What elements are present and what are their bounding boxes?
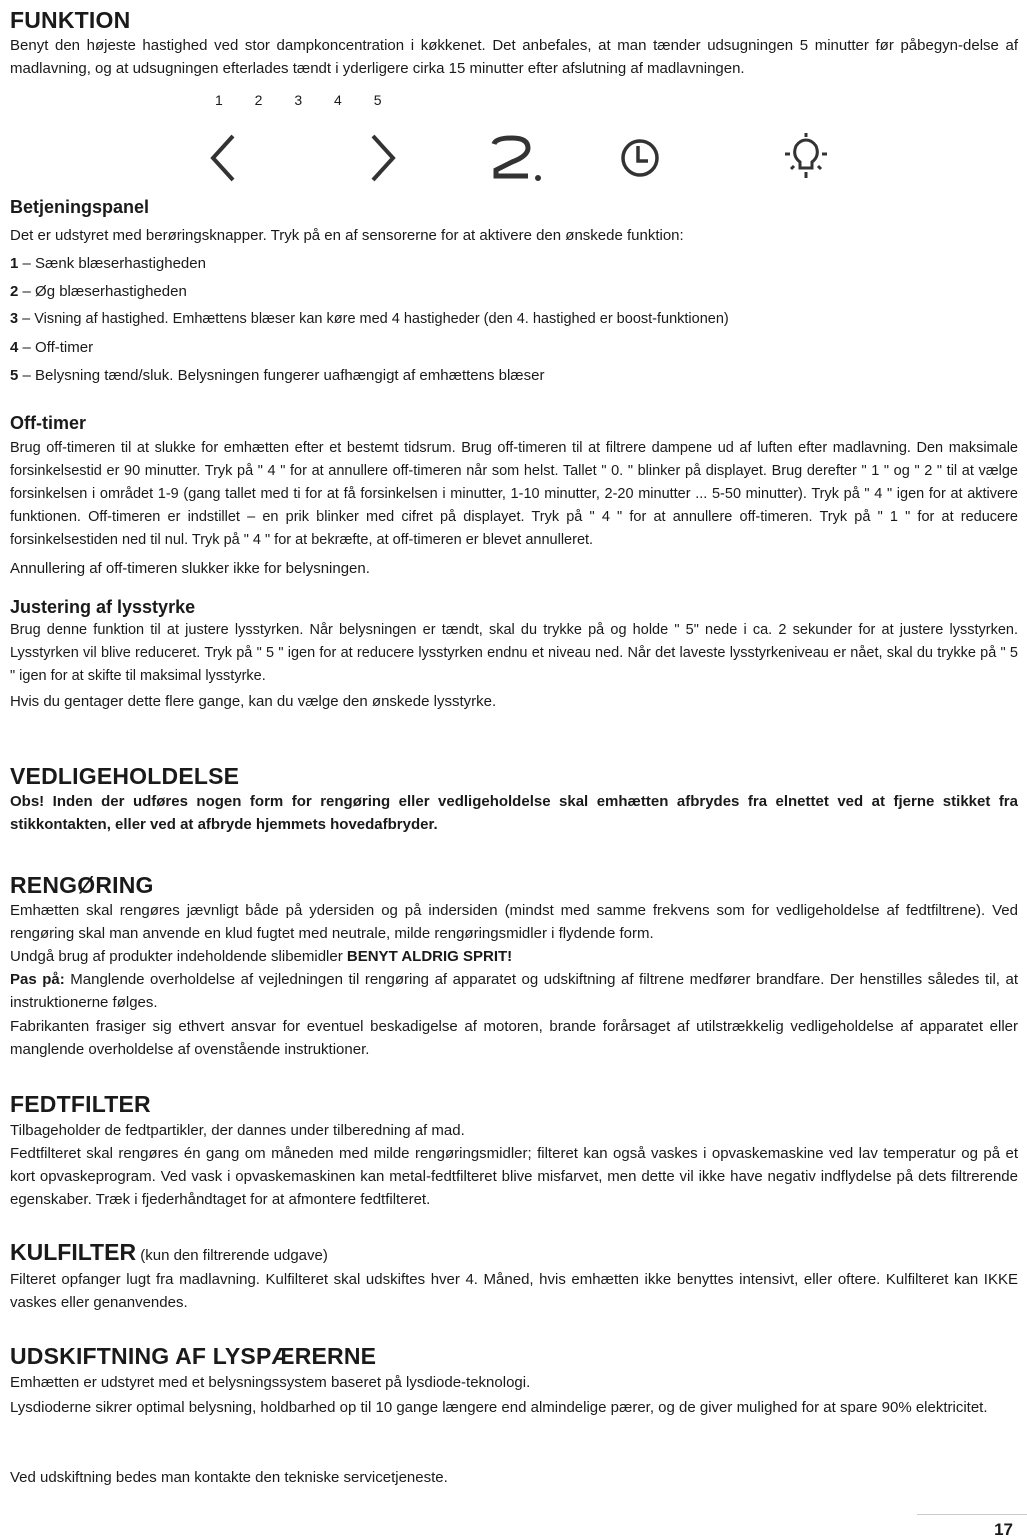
lyspaerer-heading: UDSKIFTNING AF LYSPÆRERNE (10, 1343, 377, 1369)
funktion-heading: FUNKTION (10, 7, 131, 33)
list-item: 3 – Visning af hastighed. Emhættens blæser kan køre med 4 hastigheder (den 4. hastighed er boost-funktionen) (10, 311, 729, 327)
list-item: 2 – Øg blæserhastigheden (10, 283, 187, 300)
footer-divider (917, 1514, 1027, 1515)
list-item: 4 – Off-timer (10, 339, 94, 356)
lysstyrke-heading: Justering af lysstyrke (10, 597, 196, 617)
panel-number-labels: 1 2 3 4 5 (215, 92, 396, 108)
kulfilter-subtitle: (kun den filtrerende udgave) (136, 1247, 328, 1264)
fedtfilter-text-1: Tilbageholder de fedtpartikler, der dannes under tilberedning af mad. (10, 1122, 465, 1139)
offtimer-text-2: Annullering af off-timeren slukker ikke for belysningen. (10, 560, 370, 577)
offtimer-heading: Off-timer (10, 413, 86, 433)
lysstyrke-text: Brug denne funktion til at justere lysstyrken. Når belysningen er tændt, skal du trykke på og holde " 5" nede i ca. 2 sekunder for at justere lysstyrken. Lysstyrken vil blive reduceret. Tryk på " 5 " igen for at reducere lysstyrken endnu et niveau ned. Når det laveste lysstyrkeniveau er nået, skal du trykke på " 5 " igen for at skifte til maksimal lysstyrke. (10, 622, 1018, 684)
rengoring-pas-paa: Pas på: Manglende overholdelse af vejledningen til rengøring af apparatet og udskiftning af filtrene medfører brandfare. Der henstilles således til, at instruktionerne følges. (10, 971, 1018, 1011)
kulfilter-text: Filteret opfanger lugt fra madlavning. Kulfilteret skal udskiftes hver 4. Måned, hvis emhætten ikke benyttes intensivt, eller oftere. Kulfilteret kan IKKE vaskes eller genanvendes. (10, 1271, 1018, 1311)
vedligeholdelse-heading: VEDLIGEHOLDELSE (10, 763, 240, 789)
speed-display-digit (488, 132, 548, 184)
betjeningspanel-intro: Det er udstyret med berøringsknapper. Tryk på en af sensorerne for at aktivere den ønskede funktion: (10, 227, 684, 244)
chevron-right-icon (365, 132, 401, 184)
lyspaerer-text-2: Lysdioderne sikrer optimal belysning, holdbarhed op til 10 gange længere end almindelige pærer, og de giver mulighed for at spare 90% elektricitet. (10, 1399, 988, 1416)
rengoring-text-1: Emhætten skal rengøres jævnligt både på ydersiden og på indersiden (mindst med samme frekvens som for vedligeholdelse af fedtfiltrene). Ved rengøring skal man anvende en klud fugtet med neutrale, milde rengøringsmidler i flydende form. (10, 902, 1018, 942)
lyspaerer-text-3: Ved udskiftning bedes man kontakte den tekniske servicetjeneste. (10, 1469, 448, 1486)
lyspaerer-text-1: Emhætten er udstyret med et belysningssystem baseret på lysdiode-teknologi. (10, 1374, 531, 1391)
list-item: 5 – Belysning tænd/sluk. Belysningen fungerer uafhængigt af emhættens blæser (10, 367, 545, 384)
betjeningspanel-heading: Betjeningspanel (10, 197, 150, 217)
kulfilter-heading: KULFILTER (10, 1239, 137, 1265)
control-panel-illustration (10, 126, 1018, 186)
rengoring-text-2: Undgå brug af produkter indeholdende slibemidler BENYT ALDRIG SPRIT! (10, 948, 513, 965)
fedtfilter-text-2: Fedtfilteret skal rengøres én gang om måneden med milde rengøringsmidler; filteret kan også vaskes i opvaskemaskine ved lav temperatur og på et kort opvaskeprogram. Ved vask i opvaskemaskinen kan metal-fedtfilteret blive misfarvet, men dette vil ikke have negativ indflydelse på dets filtrerende egenskaber. Træk i fjederhåndtaget for at afmontere fedtfilteret. (10, 1145, 1018, 1208)
kulfilter-heading-row (10, 1239, 328, 1266)
fedtfilter-heading: FEDTFILTER (10, 1091, 151, 1117)
list-item: 1 – Sænk blæserhastigheden (10, 255, 206, 272)
clock-icon (618, 136, 662, 180)
chevron-left-icon (205, 132, 241, 184)
vedligeholdelse-warning: Obs! Inden der udføres nogen form for rengøring eller vedligeholdelse skal emhætten afbrydes fra elnettet ved at fjerne stikket fra stikkontakten, eller ved at afbryde hjemmets hovedafbryder. (10, 793, 1018, 833)
rengoring-text-3: Fabrikanten frasiger sig ethvert ansvar for eventuel beskadigelse af motoren, brande forårsaget af utilstrækkelig vedligeholdelse af apparatet eller manglende overholdelse af ovenstående instruktioner. (10, 1018, 1018, 1058)
lysstyrke-text-2: Hvis du gentager dette flere gange, kan du vælge den ønskede lysstyrke. (10, 693, 497, 710)
offtimer-text: Brug off-timeren til at slukke for emhætten efter et bestemt tidsrum. Brug off-timeren til at filtrere dampene ud af luften efter madlavning. Den maksimale forsinkelsestid er 90 minutter. Tryk på " 4 " for at annullere off-timeren når som helst. Tallet " 0. " blinker på displayet. Brug derefter " 1 " og " 2 " til at vælge forsinkelsen i området 1-9 (gang tallet med ti for at få forsinkelsen i minutter, 1-10 minutter, 2-20 minutter ... 5-50 minutter). Tryk på " 4 " igen for at aktivere funktionen. Off-timeren er indstillet – en prik blinker med cifret på displayet. Tryk på " 4 " for at annullere off-timeren. Tryk på " 1 " for at reducere forsinkelsestiden ned til nul. Tryk på " 4 " for at bekræfte, at off-timeren er blevet annulleret. (10, 440, 1018, 548)
light-bulb-icon (782, 132, 830, 184)
rengoring-heading: RENGØRING (10, 872, 154, 898)
funktion-text: Benyt den højeste hastighed ved stor dampkoncentration i køkkenet. Det anbefales, at man tænder udsugningen 5 minutter før påbegyn-delse af madlavning, og at udsugningen efterlades tændt i yderligere cirka 15 minutter efter afslutning af madlavningen. (10, 37, 1018, 77)
page-number: 17 (994, 1520, 1013, 1539)
